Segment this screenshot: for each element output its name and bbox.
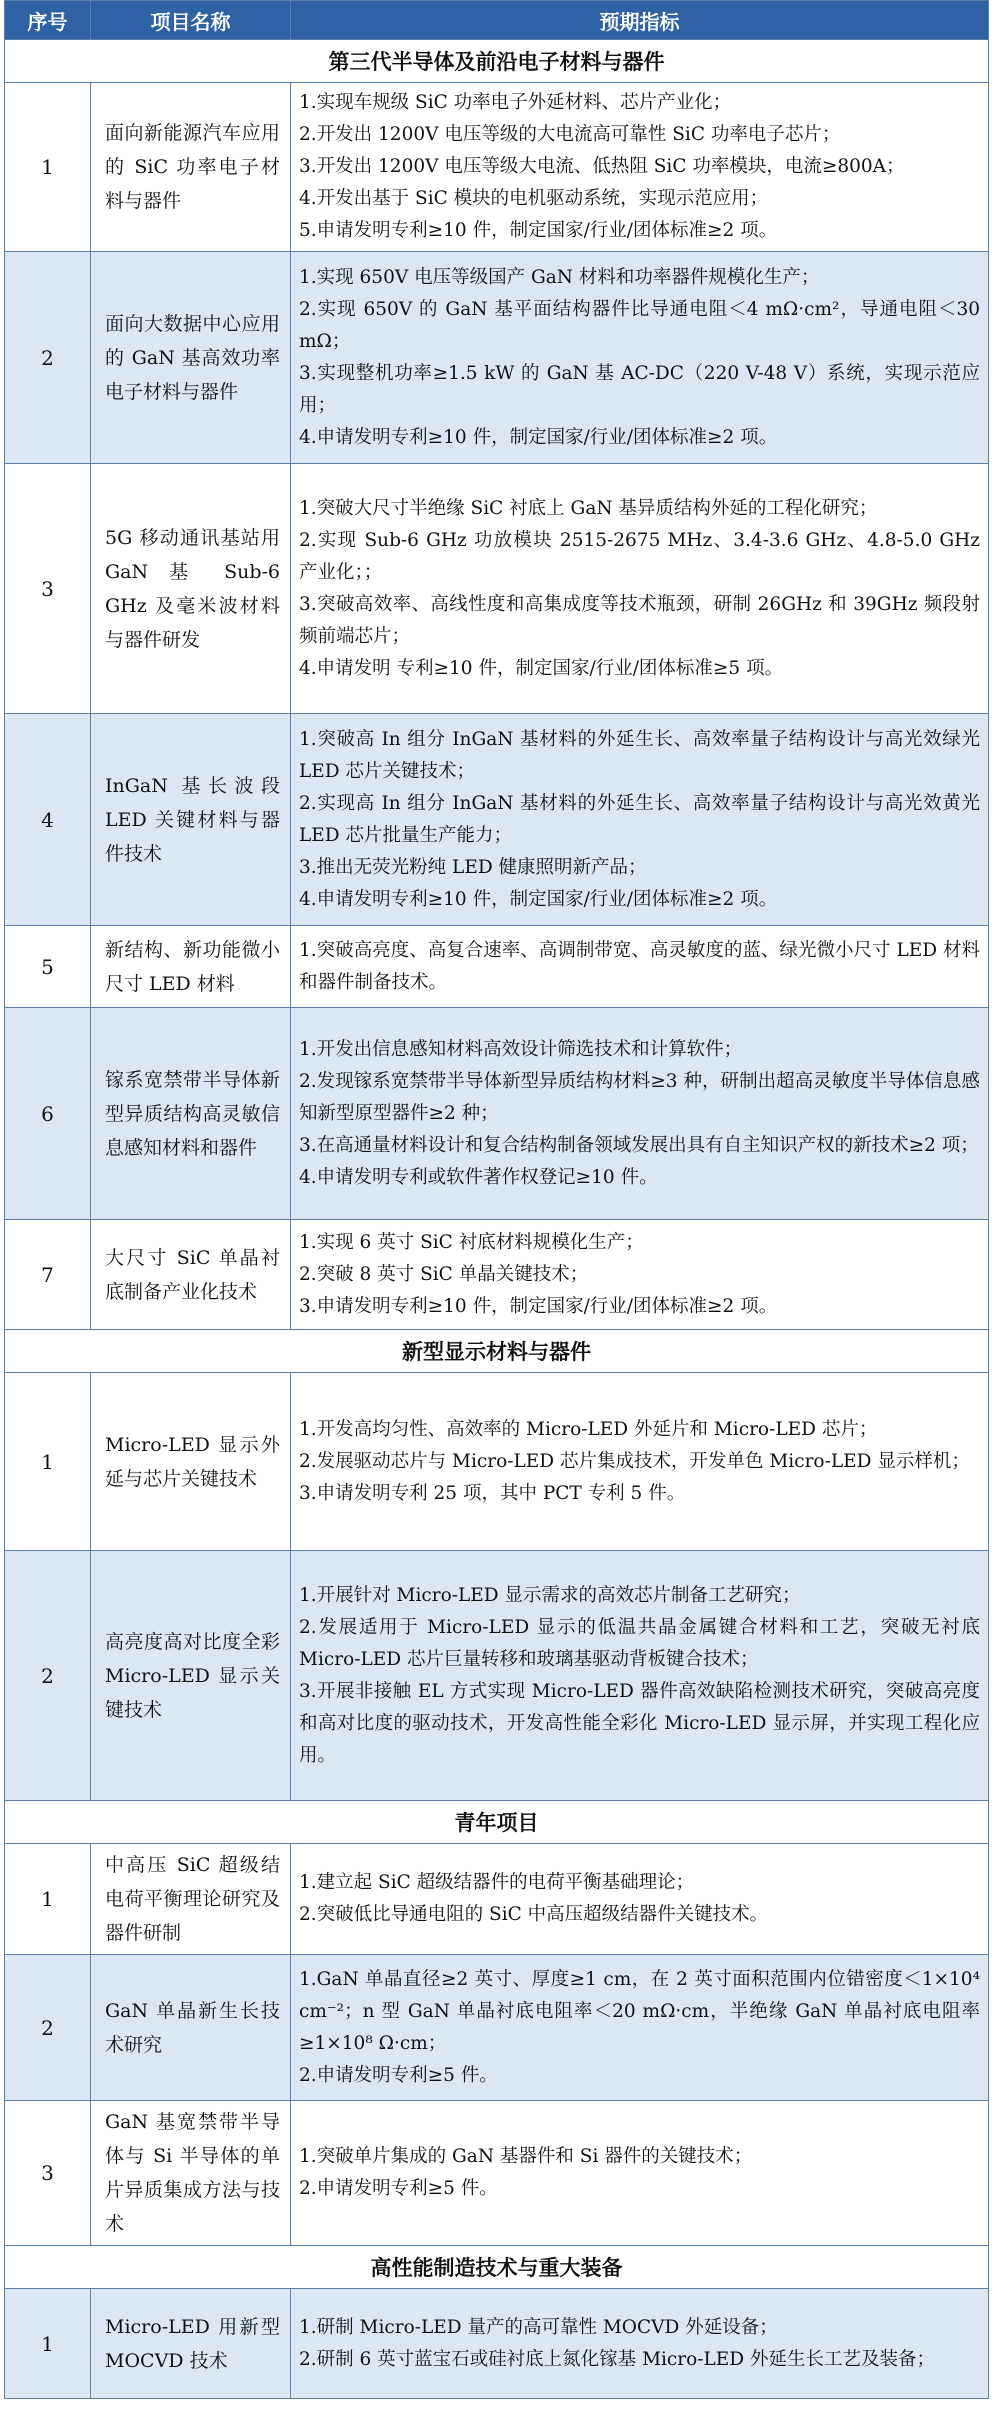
indicator-list [291, 1220, 989, 1330]
indicator-item: 3.实现整机功率≥1.5 kW 的 GaN 基 AC-DC（220 V-48 V）系统，实现示范应用； [299, 362, 980, 416]
indicator-item: 4.申请发明专利或软件著作权登记≥10 件。 [299, 1166, 658, 1188]
indicator-table-document [4, 0, 988, 2399]
project-name: GaN 基宽禁带半导体与 Si 半导体的单片异质集成方法与技术 [91, 2101, 291, 2246]
indicator-item: 3.申请发明专利 25 项，其中 PCT 专利 5 件。 [299, 1482, 686, 1504]
indicator-item: 4.申请发明专利≥10 件，制定国家/行业/团体标准≥2 项。 [299, 426, 778, 448]
indicator-list [291, 2289, 989, 2399]
section-title: 新型显示材料与器件 [5, 1330, 989, 1373]
table-row [5, 252, 989, 464]
table-row [5, 1008, 989, 1220]
indicator-item: 4.开发出基于 SiC 模块的电机驱动系统，实现示范应用； [299, 188, 769, 209]
indicator-list [291, 1844, 989, 1955]
row-number: 1 [5, 1373, 91, 1551]
indicator-item: 3.申请发明专利≥10 件，制定国家/行业/团体标准≥2 项。 [299, 1295, 778, 1317]
indicator-item: 3.推出无荧光粉纯 LED 健康照明新产品； [299, 856, 647, 878]
row-number: 1 [5, 83, 91, 252]
indicator-item: 1.突破高 In 组分 InGaN 基材料的外延生长、高效率量子结构设计与高光效绿光 LED 芯片关键技术； [299, 728, 980, 782]
indicator-item: 1.开发出信息感知材料高效设计筛选技术和计算软件； [299, 1038, 743, 1060]
indicator-item: 3.开展非接触 EL 方式实现 Micro-LED 器件高效缺陷检测技术研究，突破高亮度和高对比度的驱动技术，开发高性能全彩化 Micro-LED 显示屏，并实现工程化应用。 [299, 1680, 980, 1766]
section-title: 第三代半导体及前沿电子材料与器件 [5, 40, 989, 83]
header-expected-indicators: 预期指标 [291, 1, 989, 40]
indicator-item: 2.突破低比导通电阻的 SiC 中高压超级结器件关键技术。 [299, 1904, 769, 1925]
indicator-item: 2.实现 650V 的 GaN 基平面结构器件比导通电阻＜4 mΩ·cm²，导通电阻＜30 mΩ； [299, 298, 980, 352]
indicator-item: 5.申请发明专利≥10 件，制定国家/行业/团体标准≥2 项。 [299, 220, 778, 241]
section-header-row [5, 1801, 989, 1844]
table-header-row [5, 1, 989, 40]
project-name: 大尺寸 SiC 单晶衬底制备产业化技术 [91, 1220, 291, 1330]
indicator-item: 3.开发出 1200V 电压等级大电流、低热阻 SiC 功率模块，电流≥800A； [299, 156, 905, 177]
indicator-item: 3.在高通量材料设计和复合结构制备领域发展出具有自主知识产权的新技术≥2 项； [299, 1134, 979, 1156]
row-number: 6 [5, 1008, 91, 1220]
indicator-list [291, 926, 989, 1008]
table-row [5, 1220, 989, 1330]
row-number: 2 [5, 1955, 91, 2101]
indicator-list [291, 1955, 989, 2101]
header-project-name: 项目名称 [91, 1, 291, 40]
indicator-list [291, 714, 989, 926]
row-number: 2 [5, 1551, 91, 1801]
indicator-item: 2.发展驱动芯片与 Micro-LED 芯片集成技术，开发单色 Micro-LED 显示样机； [299, 1450, 970, 1472]
indicator-item: 1.实现车规级 SiC 功率电子外延材料、芯片产业化； [299, 92, 732, 113]
project-name: InGaN 基长波段 LED 关键材料与器件技术 [91, 714, 291, 926]
row-number: 4 [5, 714, 91, 926]
section-header-row [5, 40, 989, 83]
project-indicator-table [4, 0, 989, 2399]
section-header-row [5, 1330, 989, 1373]
indicator-item: 2.实现 Sub-6 GHz 功放模块 2515-2675 MHz、3.4-3.6 GHz、4.8-5.0 GHz 产业化；； [299, 529, 980, 583]
indicator-item: 2.申请发明专利≥5 件。 [299, 2178, 498, 2199]
table-row [5, 1844, 989, 1955]
indicator-item: 3.突破高效率、高线性度和高集成度等技术瓶颈，研制 26GHz 和 39GHz 频段射频前端芯片； [299, 593, 980, 647]
row-number: 1 [5, 2289, 91, 2399]
table-row [5, 714, 989, 926]
indicator-item: 1.开展针对 Micro-LED 显示需求的高效芯片制备工艺研究； [299, 1584, 801, 1606]
indicator-list [291, 83, 989, 252]
row-number: 7 [5, 1220, 91, 1330]
indicator-item: 2.实现高 In 组分 InGaN 基材料的外延生长、高效率量子结构设计与高光效黄光 LED 芯片批量生产能力； [299, 792, 980, 846]
indicator-list [291, 464, 989, 714]
indicator-item: 1.实现 650V 电压等级国产 GaN 材料和功率器件规模化生产； [299, 266, 820, 288]
project-name: 面向大数据中心应用的 GaN 基高效功率电子材料与器件 [91, 252, 291, 464]
table-row [5, 464, 989, 714]
indicator-item: 2.开发出 1200V 电压等级的大电流高可靠性 SiC 功率电子芯片； [299, 124, 841, 145]
indicator-item: 1.研制 Micro-LED 量产的高可靠性 MOCVD 外延设备； [299, 2316, 778, 2338]
header-serial-number: 序号 [5, 1, 91, 40]
table-row [5, 926, 989, 1008]
row-number: 3 [5, 2101, 91, 2246]
indicator-item: 1.实现 6 英寸 SiC 衬底材料规模化生产； [299, 1231, 644, 1253]
project-name: 镓系宽禁带半导体新型异质结构高灵敏信息感知材料和器件 [91, 1008, 291, 1220]
row-number: 5 [5, 926, 91, 1008]
indicator-item: 2.申请发明专利≥5 件。 [299, 2064, 498, 2086]
indicator-item: 1.建立起 SiC 超级结器件的电荷平衡基础理论； [299, 1872, 695, 1893]
indicator-item: 2.研制 6 英寸蓝宝石或硅衬底上氮化镓基 Micro-LED 外延生长工艺及装备； [299, 2348, 936, 2370]
indicator-item: 2.发展适用于 Micro-LED 显示的低温共晶金属键合材料和工艺，突破无衬底 Micro-LED 芯片巨量转移和玻璃基驱动背板键合技术； [299, 1616, 980, 1670]
indicator-item: 1.GaN 单晶直径≥2 英寸、厚度≥1 cm，在 2 英寸面积范围内位错密度＜1×10⁴ cm⁻²；n 型 GaN 单晶衬底电阻率＜20 mΩ·cm，半绝缘 GaN 单晶衬底电阻率≥1×10⁸ Ω·cm； [299, 1968, 980, 2054]
project-name: Micro-LED 显示外延与芯片关键技术 [91, 1373, 291, 1551]
project-name: 中高压 SiC 超级结电荷平衡理论研究及器件研制 [91, 1844, 291, 1955]
row-number: 1 [5, 1844, 91, 1955]
indicator-item: 1.突破单片集成的 GaN 基器件和 Si 器件的关键技术； [299, 2146, 753, 2167]
table-row [5, 1955, 989, 2101]
project-name: 5G 移动通讯基站用 GaN 基 Sub-6 GHz 及毫米波材料与器件研发 [91, 464, 291, 714]
table-row [5, 1551, 989, 1801]
indicator-item: 1.突破大尺寸半绝缘 SiC 衬底上 GaN 基异质结构外延的工程化研究； [299, 497, 878, 519]
table-row [5, 2289, 989, 2399]
section-title: 高性能制造技术与重大装备 [5, 2246, 989, 2289]
table-row [5, 1373, 989, 1551]
indicator-list [291, 252, 989, 464]
indicator-list [291, 1551, 989, 1801]
project-name: GaN 单晶新生长技术研究 [91, 1955, 291, 2101]
section-header-row [5, 2246, 989, 2289]
project-name: 高亮度高对比度全彩 Micro-LED 显示关键技术 [91, 1551, 291, 1801]
indicator-list [291, 1373, 989, 1551]
table-row [5, 83, 989, 252]
table-row [5, 2101, 989, 2246]
indicator-item: 2.突破 8 英寸 SiC 单晶关键技术； [299, 1263, 589, 1285]
project-name: 新结构、新功能微小尺寸 LED 材料 [91, 926, 291, 1008]
project-name: Micro-LED 用新型 MOCVD 技术 [91, 2289, 291, 2399]
row-number: 2 [5, 252, 91, 464]
indicator-item: 2.发现镓系宽禁带半导体新型异质结构材料≥3 种，研制出超高灵敏度半导体信息感知新型原型器件≥2 种； [299, 1070, 980, 1124]
indicator-item: 4.申请发明专利≥10 件，制定国家/行业/团体标准≥2 项。 [299, 888, 778, 910]
indicator-list [291, 2101, 989, 2246]
indicator-list [291, 1008, 989, 1220]
indicator-item: 1.突破高亮度、高复合速率、高调制带宽、高灵敏度的蓝、绿光微小尺寸 LED 材料和器件制备技术。 [299, 939, 980, 993]
indicator-item: 1.开发高均匀性、高效率的 Micro-LED 外延片和 Micro-LED 芯片； [299, 1418, 878, 1440]
project-name: 面向新能源汽车应用的 SiC 功率电子材料与器件 [91, 83, 291, 252]
row-number: 3 [5, 464, 91, 714]
section-title: 青年项目 [5, 1801, 989, 1844]
indicator-item: 4.申请发明 专利≥10 件，制定国家/行业/团体标准≥5 项。 [299, 657, 784, 679]
